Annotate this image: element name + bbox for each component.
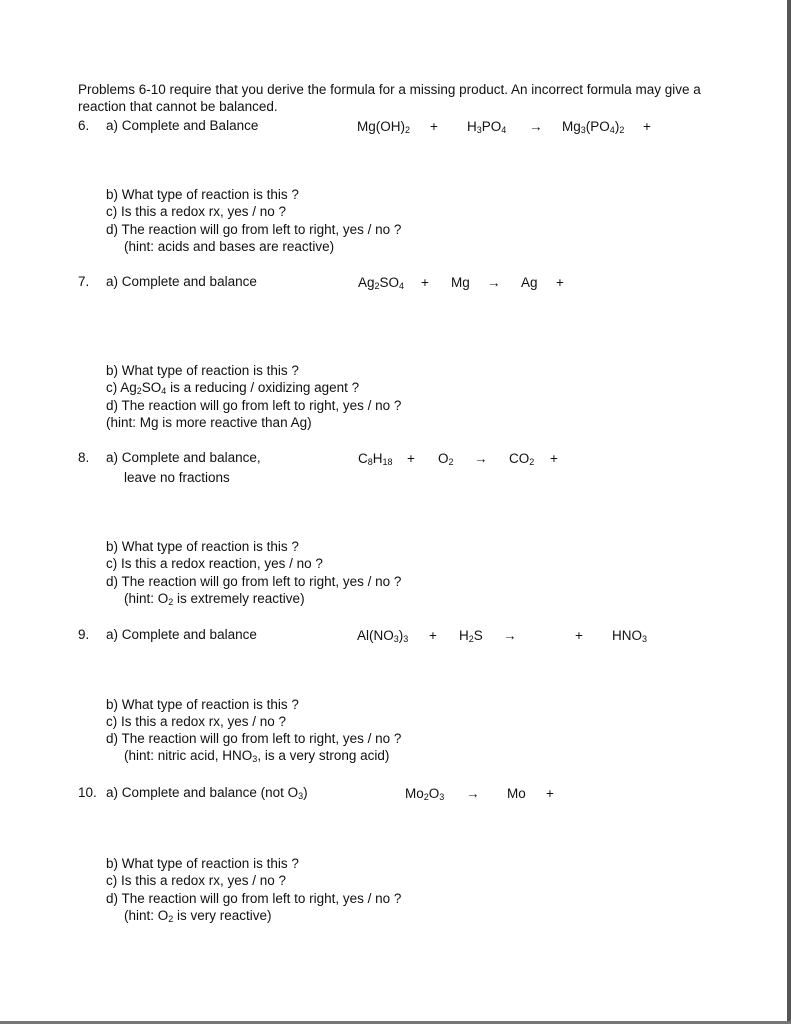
eq6-plus-1: + — [430, 119, 438, 134]
eq6-product-1: $Mg_3(PO_4)_2$ — [562, 119, 625, 135]
problem-10-part-d: d) The reaction will go from left to right, yes / no ? — [106, 891, 402, 906]
eq8-arrow: → — [474, 451, 488, 466]
problem-7-part-a: a) Complete and balance — [106, 274, 257, 289]
eq6-reactant-1: $Mg(OH)_2$ — [357, 119, 411, 135]
problem-10-part-a: a) Complete and balance (not $O_3$) — [106, 785, 308, 801]
problem-10-part-b: b) What type of reaction is this ? — [106, 856, 299, 871]
problem-7-part-c: c) $Ag_2SO_4$ is a reducing / oxidizing agent ? — [106, 380, 360, 396]
problem-6-part-b: b) What type of reaction is this ? — [106, 187, 299, 202]
eq8-reactant-2: $O_2$ — [438, 451, 454, 467]
problem-8-number: 8. — [78, 450, 90, 465]
problem-9-part-a: a) Complete and balance — [106, 627, 257, 642]
problem-7-number: 7. — [78, 274, 90, 289]
problem-9-hint: (hint: nitric acid, $HNO_3$, is a very strong acid) — [124, 748, 390, 764]
problem-7-part-b: b) What type of reaction is this ? — [106, 363, 299, 378]
eq7-reactant-2: Mg — [451, 275, 470, 290]
eq7-plus-1: + — [421, 275, 429, 290]
eq9-product-2: $HNO_3$ — [612, 628, 648, 644]
problem-7-hint: (hint: Mg is more reactive than Ag) — [106, 415, 312, 430]
eq9-reactant-1: $Al(NO_3)_3$ — [357, 628, 409, 644]
problem-10-hint: (hint: $O_2$ is very reactive) — [124, 908, 272, 924]
intro-line-1: Problems 6-10 require that you derive the formula for a missing product. An incorrect formula may give a — [78, 82, 701, 97]
intro-line-2: reaction that cannot be balanced. — [78, 99, 278, 114]
problem-6-part-a: a) Complete and Balance — [106, 118, 259, 133]
eq6-plus-2: + — [643, 119, 651, 134]
eq6-reactant-2: $H_3PO_4$ — [467, 119, 507, 135]
problem-8-part-b: b) What type of reaction is this ? — [106, 539, 299, 554]
problem-7-part-d: d) The reaction will go from left to right, yes / no ? — [106, 398, 402, 413]
eq6-arrow: → — [529, 119, 543, 134]
problem-8-part-a: a) Complete and balance, — [106, 450, 261, 465]
problem-6-number: 6. — [78, 118, 90, 133]
eq7-arrow: → — [487, 275, 501, 290]
problem-9-part-d: d) The reaction will go from left to right, yes / no ? — [106, 731, 402, 746]
eq8-plus-1: + — [407, 451, 415, 466]
problem-8-part-a-cont: leave no fractions — [124, 470, 230, 485]
problem-10-part-c: c) Is this a redox rx, yes / no ? — [106, 873, 287, 888]
eq10-reactant-1: $Mo_2O_3$ — [405, 786, 445, 802]
eq7-product-1: Ag — [521, 275, 538, 290]
page-right-border — [787, 0, 791, 1024]
problem-6-part-d: d) The reaction will go from left to right, yes / no ? — [106, 222, 402, 237]
eq10-plus: + — [546, 786, 554, 801]
problem-8-part-c: c) Is this a redox reaction, yes / no ? — [106, 556, 323, 571]
eq9-plus-1: + — [429, 628, 437, 643]
eq10-product-1: Mo — [507, 786, 526, 801]
problem-8-hint: (hint: $O_2$ is extremely reactive) — [124, 591, 305, 607]
problem-9-part-c: c) Is this a redox rx, yes / no ? — [106, 714, 287, 729]
eq7-reactant-1: $Ag_2SO_4$ — [358, 275, 405, 291]
eq8-plus-2: + — [550, 451, 558, 466]
problem-6-hint: (hint: acids and bases are reactive) — [124, 239, 335, 254]
eq8-product-1: $CO_2$ — [509, 451, 535, 467]
problem-9-number: 9. — [78, 627, 90, 642]
problem-8-part-d: d) The reaction will go from left to right, yes / no ? — [106, 574, 402, 589]
problem-10-number: 10. — [78, 785, 97, 800]
eq9-reactant-2: $H_2S$ — [459, 628, 483, 644]
eq9-arrow: → — [503, 628, 517, 643]
eq7-plus-2: + — [556, 275, 564, 290]
eq9-plus-2: + — [575, 628, 583, 643]
problem-6-part-c: c) Is this a redox rx, yes / no ? — [106, 204, 287, 219]
problem-9-part-b: b) What type of reaction is this ? — [106, 697, 299, 712]
eq10-arrow: → — [466, 786, 480, 801]
eq8-reactant-1: $C_8H_{18}$ — [358, 451, 393, 467]
